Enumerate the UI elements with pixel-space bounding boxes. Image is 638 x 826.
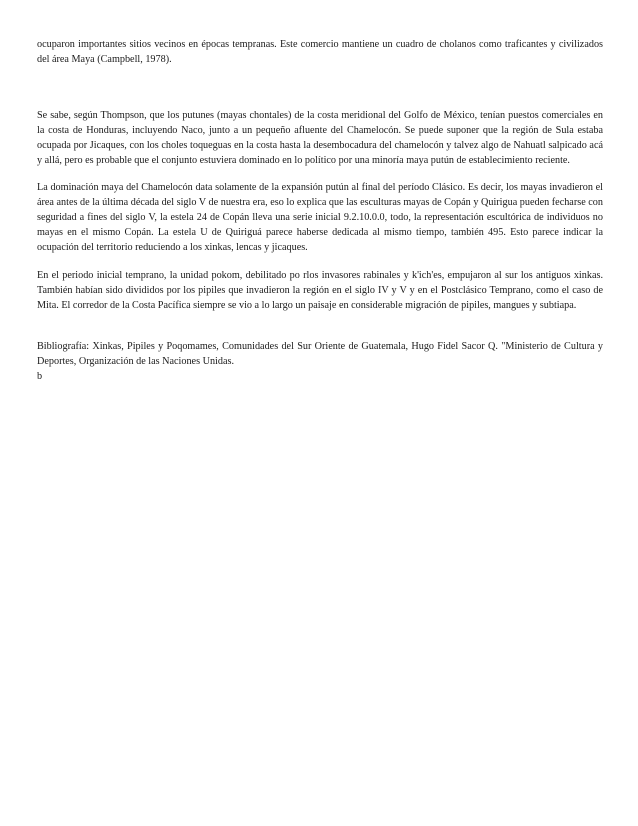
paragraph-intro: ocuparon importantes sitios vecinos en épocas tempranas. Este comercio mantiene un cuadro de cholanos como traficantes y civilizados del área Maya (Campbell, 1978). (37, 39, 603, 65)
paragraph-thompson: Se sabe, según Thompson, que los putunes (mayas chontales) de la costa meridional del Golfo de México, tenían puestos comerciales en la costa de Honduras, incluyendo Naco, junto a un pequeño afluente del Chamelocón. Se puede suponer que la región de Sula estaba ocupada por Jicaques, con los choles toqueguas en la costa hasta la desembocadura del chamelocón y talvez algo de Nahuatl salpicado acá y allá, pero es probable que el conjunto estuviera dominado en lo político por una minoría maya putún de establecimiento reciente. (37, 110, 603, 166)
paragraph-chamelocon: La dominación maya del Chamelocón data solamente de la expansión putún al final del período Clásico. Es decir, los mayas invadieron el área antes de la última década del siglo V de nuestra era, eso lo explica que las esculturas mayas de Copán y Quirigua pueden fecharse con seguridad a fines del siglo V, la estela 24 de Copán lleva una serie inicial 9.2.10.0.0, todo, la representación escultórica de individuos no mayas en el mismo Copán. La estela U de Quiriguá parece haberse dedicada al mismo tiempo, también 495. Esto parece indicar la ocupación del territorio reduciendo a los xinkas, lencas y jicaques. (37, 182, 603, 253)
paragraph-pokom: En el periodo inicial temprano, la unidad pokom, debilitado po rlos invasores rabinales y k'ich'es, empujaron al sur los antiguos xinkas. También habían sido divididos por los pipiles que invadieron la región en el siglo IV y V y en el Postclásico Temprano, como el caso de Mita. El corredor de la Costa Pacífica siempre se vio a lo largo un paisaje en considerable migración de pipiles, mangues y subtiapa. (37, 270, 603, 311)
paragraph-bibliography: Bibliografía: Xinkas, Pipiles y Poqomames, Comunidades del Sur Oriente de Guatemala, Hugo Fidel Sacor Q. "Ministerio de Cultura y Deportes, Organización de las Naciones Unidas. (37, 341, 603, 367)
trailing-character: b (37, 371, 43, 382)
